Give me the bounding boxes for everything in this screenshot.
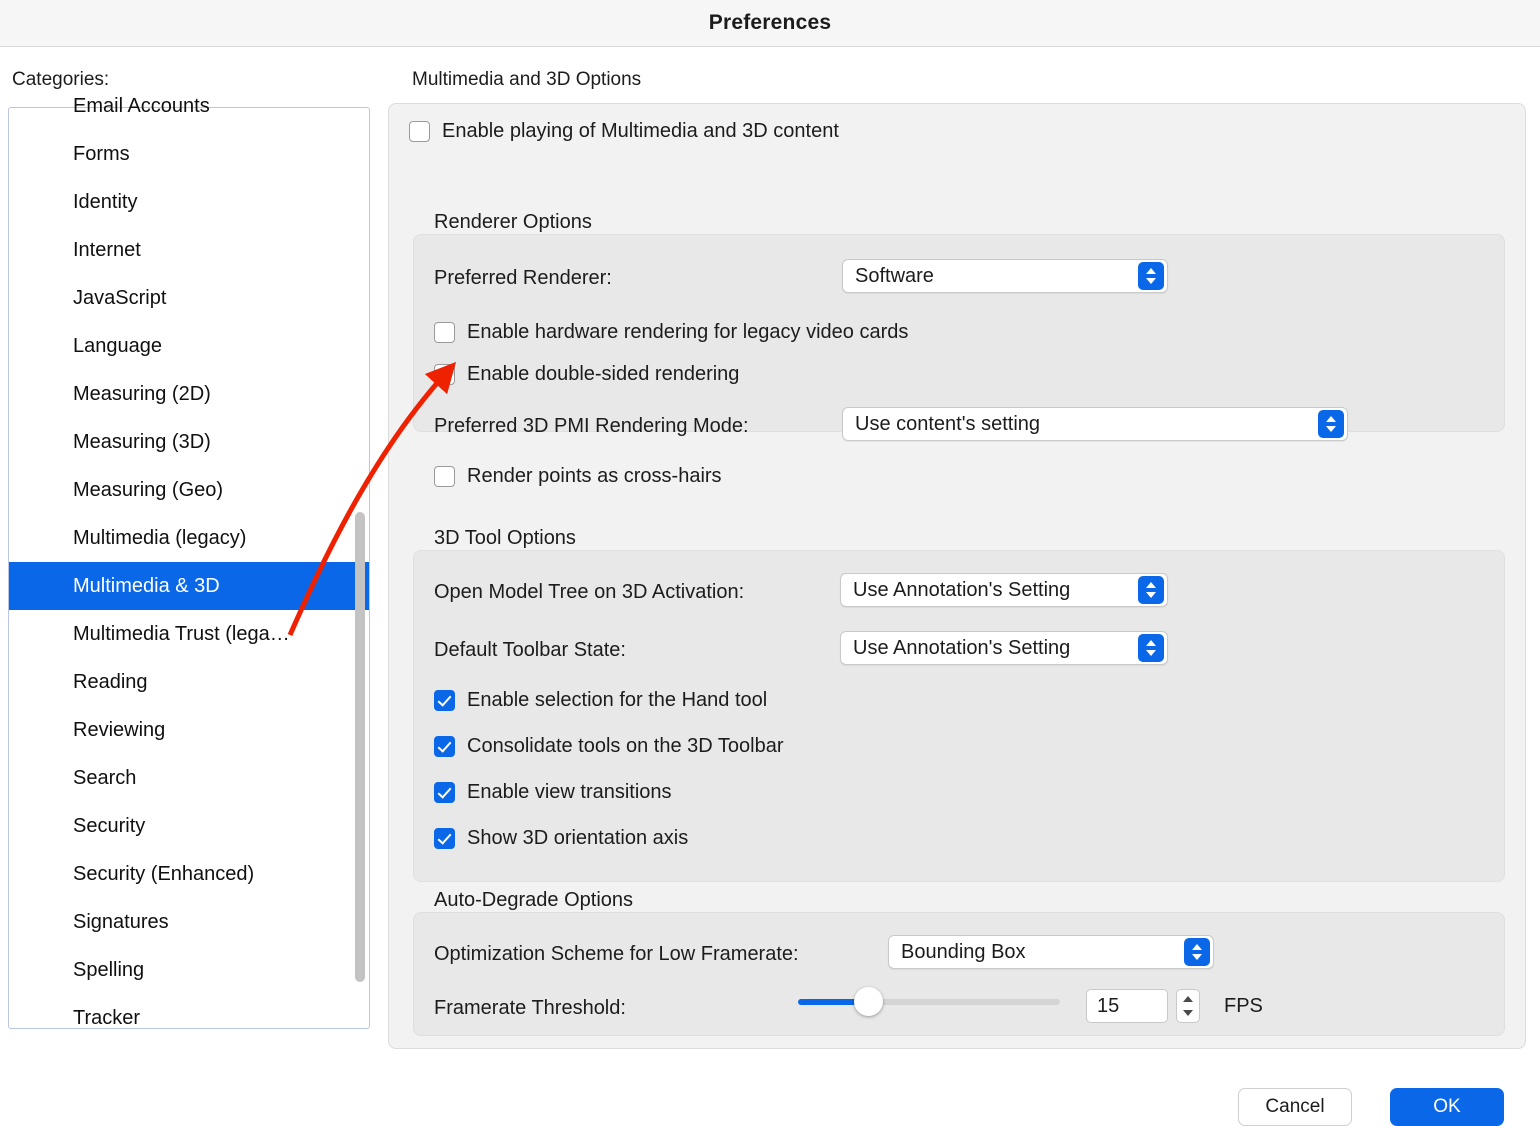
view-transitions-checkbox[interactable] (434, 782, 455, 803)
double-sided-rendering-checkbox[interactable] (434, 364, 455, 385)
sidebar-item-reading[interactable]: Reading (73, 671, 148, 693)
pmi-rendering-mode-select[interactable] (842, 407, 1348, 441)
preferred-renderer-label: Preferred Renderer: (434, 267, 612, 289)
orientation-axis-checkbox[interactable] (434, 828, 455, 849)
chevron-updown-icon (1138, 262, 1164, 290)
hardware-rendering-label: Enable hardware rendering for legacy video cards (467, 321, 909, 343)
preferences-content (0, 47, 1540, 1117)
toolbar-state-select[interactable] (840, 631, 1168, 665)
categories-label: Categories: (12, 69, 110, 90)
model-tree-label: Open Model Tree on 3D Activation: (434, 581, 745, 603)
auto-degrade-options-header: Auto-Degrade Options (434, 889, 634, 911)
framerate-threshold-slider[interactable] (798, 999, 1060, 1005)
cross-hairs-row[interactable] (434, 465, 722, 488)
enable-multimedia-checkbox[interactable] (409, 121, 430, 142)
sidebar-item-multimedia-legacy[interactable]: Multimedia (legacy) (73, 527, 247, 549)
view-transitions-row[interactable] (434, 781, 672, 804)
hardware-rendering-checkbox[interactable] (434, 322, 455, 343)
renderer-options-header: Renderer Options (434, 211, 592, 233)
sidebar-item-javascript[interactable]: JavaScript (73, 287, 167, 309)
slider-knob[interactable] (854, 987, 883, 1016)
framerate-stepper[interactable] (1176, 989, 1200, 1023)
pmi-rendering-mode-label: Preferred 3D PMI Rendering Mode: (434, 415, 749, 437)
page-title: Preferences (708, 11, 832, 34)
toolbar-state-value: Use Annotation's Setting (853, 636, 1071, 659)
hardware-rendering-row[interactable] (434, 321, 908, 344)
sidebar-item-multimedia-trust-legacy[interactable]: Multimedia Trust (lega… (73, 623, 290, 645)
sidebar-item-multimedia-3d[interactable]: Multimedia & 3D (9, 562, 369, 610)
sidebar-item-email-accounts[interactable]: Email Accounts (73, 95, 210, 117)
categories-list-inner (9, 82, 369, 1042)
toolbar-state-label: Default Toolbar State: (434, 639, 626, 661)
view-transitions-label: Enable view transitions (467, 781, 672, 803)
framerate-threshold-input[interactable]: 15 (1086, 989, 1168, 1023)
sidebar-item-security-enhanced[interactable]: Security (Enhanced) (73, 863, 255, 885)
chevron-updown-icon (1138, 576, 1164, 604)
tool-options-header: 3D Tool Options (434, 527, 576, 549)
double-sided-rendering-label: Enable double-sided rendering (467, 363, 740, 385)
pmi-rendering-mode-value: Use content's setting (855, 412, 1041, 435)
categories-list[interactable] (8, 95, 370, 1029)
optimization-scheme-select[interactable] (888, 935, 1214, 969)
optimization-scheme-value: Bounding Box (901, 940, 1026, 963)
cross-hairs-label: Render points as cross-hairs (467, 465, 722, 487)
hand-tool-selection-checkbox[interactable] (434, 690, 455, 711)
sidebar-item-identity[interactable]: Identity (73, 191, 138, 213)
model-tree-select[interactable] (840, 573, 1168, 607)
optimization-scheme-label: Optimization Scheme for Low Framerate: (434, 943, 799, 965)
sidebar-item-measuring-2d[interactable]: Measuring (2D) (73, 383, 211, 405)
fps-unit-label: FPS (1224, 995, 1263, 1017)
consolidate-tools-checkbox[interactable] (434, 736, 455, 757)
hand-tool-selection-label: Enable selection for the Hand tool (467, 689, 768, 711)
sidebar-item-search[interactable]: Search (73, 767, 137, 789)
sidebar-item-measuring-geo[interactable]: Measuring (Geo) (73, 479, 224, 501)
double-sided-rendering-row[interactable] (434, 363, 739, 386)
hand-tool-selection-row[interactable] (434, 689, 767, 712)
preferred-renderer-select[interactable] (842, 259, 1168, 293)
model-tree-value: Use Annotation's Setting (853, 578, 1071, 601)
sidebar-scrollbar-thumb[interactable] (355, 512, 365, 982)
cross-hairs-checkbox[interactable] (434, 466, 455, 487)
sidebar-item-language[interactable]: Language (73, 335, 162, 357)
sidebar-item-measuring-3d[interactable]: Measuring (3D) (73, 431, 211, 453)
sidebar-item-forms[interactable]: Forms (73, 143, 130, 165)
framerate-threshold-label: Framerate Threshold: (434, 997, 626, 1019)
ok-button[interactable]: OK (1390, 1088, 1504, 1126)
chevron-updown-icon (1138, 634, 1164, 662)
sidebar-item-security[interactable]: Security (73, 815, 146, 837)
sidebar-item-tracker[interactable]: Tracker (73, 1007, 141, 1029)
preferred-renderer-value: Software (855, 264, 934, 287)
chevron-updown-icon (1318, 410, 1344, 438)
enable-multimedia-row[interactable] (409, 120, 839, 143)
orientation-axis-row[interactable] (434, 827, 688, 850)
sidebar-scrollbar[interactable] (355, 112, 365, 1024)
sidebar-item-internet[interactable]: Internet (73, 239, 141, 261)
sidebar-item-reviewing[interactable]: Reviewing (73, 719, 166, 741)
chevron-updown-icon (1184, 938, 1210, 966)
sidebar-item-signatures[interactable]: Signatures (73, 911, 169, 933)
window-titlebar (0, 0, 1540, 47)
cancel-button[interactable]: Cancel (1238, 1088, 1352, 1126)
sidebar-item-spelling[interactable]: Spelling (73, 959, 145, 981)
consolidate-tools-row[interactable] (434, 735, 784, 758)
panel-title: Multimedia and 3D Options (412, 69, 642, 90)
orientation-axis-label: Show 3D orientation axis (467, 827, 689, 849)
consolidate-tools-label: Consolidate tools on the 3D Toolbar (467, 735, 784, 757)
enable-multimedia-label: Enable playing of Multimedia and 3D content (442, 120, 839, 142)
